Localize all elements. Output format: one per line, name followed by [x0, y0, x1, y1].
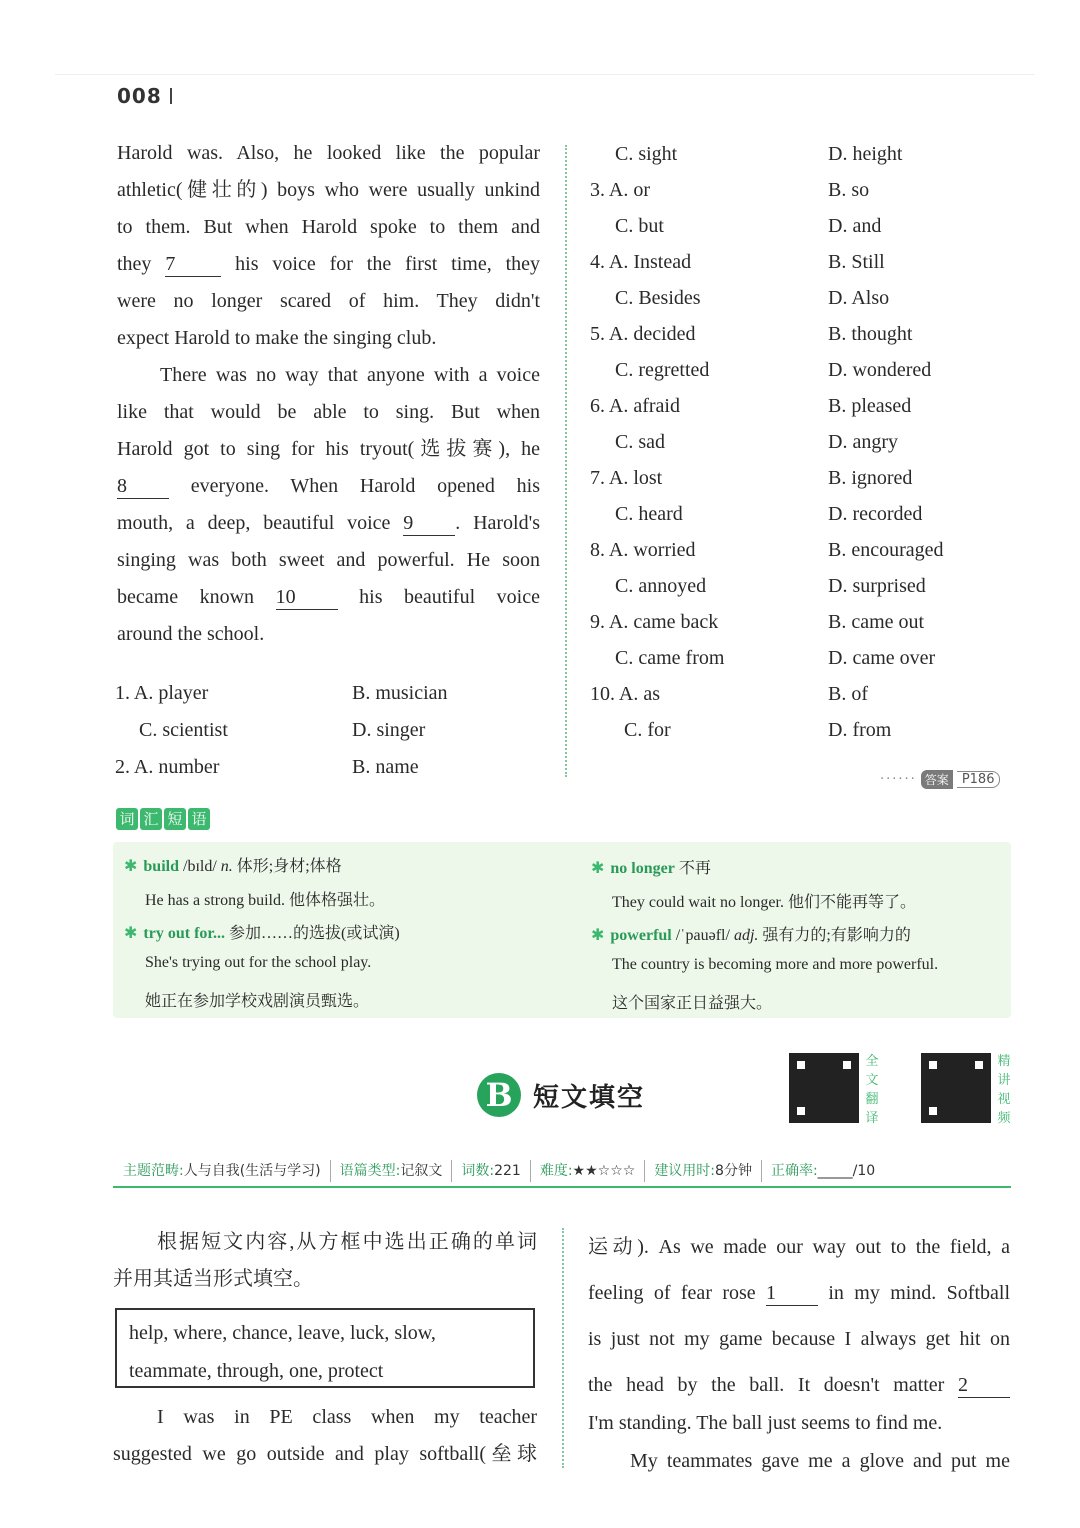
meaning: 不再 — [674, 860, 711, 877]
answer-tag: 答案 — [921, 770, 953, 789]
meaning: 体形;身材;体格 — [232, 858, 342, 875]
bullet-star-icon: ✱ — [124, 925, 138, 942]
passage-line — [588, 1270, 1010, 1316]
answer-reference[interactable] — [880, 770, 1000, 789]
headword: powerful — [610, 927, 672, 944]
instructions — [113, 1224, 537, 1298]
section-letter-badge: B — [477, 1073, 521, 1117]
word-bank-line: help, where, chance, leave, luck, slow, — [129, 1322, 436, 1344]
passage-line: around the school. — [117, 623, 265, 645]
passage-line — [117, 246, 540, 283]
info-value: _____/10 — [817, 1163, 876, 1179]
info-value: 人与自我(生活与学习) — [183, 1163, 321, 1179]
meaning: 强有力的;有影响力的 — [758, 927, 911, 944]
passage-line: Harold got to sing for his tryout(选拔赛), he — [117, 438, 540, 460]
vocab-try-out — [124, 920, 400, 943]
option-8a[interactable]: 8. A. worried — [590, 539, 696, 561]
vocab-try-out-example-en: She's trying out for the school play. — [145, 954, 372, 971]
qr-label-char: 翻 — [865, 1092, 879, 1107]
bullet-star-icon: ✱ — [124, 858, 138, 875]
info-theme — [113, 1160, 331, 1182]
qr-label-char: 译 — [865, 1111, 879, 1126]
option-7a[interactable]: 7. A. lost — [590, 467, 663, 489]
passage-a — [117, 135, 540, 653]
passage-line: suggested we go outside and play softball(垒球 — [113, 1443, 537, 1465]
qr-code-icon[interactable] — [789, 1053, 859, 1123]
option-6d[interactable]: D. angry — [828, 431, 898, 453]
option-1d[interactable]: D. singer — [352, 719, 426, 741]
bullet-star-icon: ✱ — [591, 860, 605, 877]
vocab-no-longer — [591, 855, 711, 878]
section-title: 短文填空 — [533, 1082, 646, 1113]
headword: build — [143, 858, 179, 875]
option-9b[interactable]: B. came out — [828, 611, 925, 633]
text-run: . Harold's — [455, 512, 540, 534]
option-8d[interactable]: D. surprised — [828, 575, 926, 597]
passage-line: singing was both sweet and powerful. He soon — [117, 549, 540, 571]
passage-line: were no longer scared of him. They didn't — [117, 290, 540, 312]
vocab-powerful-example-en: The country is becoming more and more powerful. — [612, 956, 939, 973]
option-1a[interactable]: 1. A. player — [115, 682, 209, 704]
text-run: mouth, a deep, beautiful voice — [117, 512, 404, 534]
passage-line: There was no way that anyone with a voice — [160, 364, 540, 386]
passage-b-right — [588, 1224, 1010, 1476]
info-accuracy — [762, 1160, 884, 1182]
passage-line — [117, 505, 540, 542]
option-10d[interactable]: D. from — [828, 719, 892, 741]
qr-label-char: 讲 — [997, 1073, 1011, 1088]
qr-label-char: 全 — [865, 1054, 879, 1069]
part-of-speech: adj. — [733, 927, 759, 944]
option-4b[interactable]: B. Still — [828, 251, 885, 273]
vocab-build-example — [145, 887, 385, 910]
info-key: 主题范畴: — [123, 1163, 184, 1179]
passage-line: My teammates gave me a glove and put me — [630, 1450, 1010, 1472]
option-3c[interactable]: C. but — [615, 215, 664, 237]
info-difficulty — [531, 1160, 645, 1182]
qr-label-video — [996, 1052, 1012, 1128]
instruction-line: 并用其适当形式填空。 — [113, 1268, 313, 1290]
passage-line — [588, 1362, 1010, 1400]
option-3d[interactable]: D. and — [828, 215, 882, 237]
vocab-try-out-example-cn: 她正在参加学校戏剧演员甄选。 — [145, 993, 370, 1010]
passage-info-bar — [113, 1156, 1011, 1188]
info-value: 221 — [494, 1163, 521, 1179]
vocab-build — [124, 853, 342, 876]
passage-line: 运动). As we made our way out to the field, a — [588, 1236, 1010, 1258]
passage-line: like that would be able to sing. But when — [117, 401, 540, 423]
info-word-count — [452, 1160, 530, 1182]
info-value: 记叙文 — [400, 1163, 443, 1179]
vocab-powerful — [591, 922, 911, 945]
passage-line: I'm standing. The ball just seems to find me. — [588, 1412, 943, 1434]
example-en: He has a strong build. — [145, 892, 285, 909]
blank-8[interactable]: 8 — [117, 474, 169, 499]
vocab-header-char: 词 — [116, 808, 138, 830]
option-2a[interactable]: 2. A. number — [115, 756, 220, 778]
text-run: they — [117, 253, 166, 275]
info-key: 建议用时: — [654, 1163, 716, 1179]
phonetic: /ˈpauəfl/ — [671, 927, 734, 944]
word-bank-box — [115, 1308, 535, 1388]
option-5c[interactable]: C. regretted — [615, 359, 710, 381]
info-key: 语篇类型: — [339, 1163, 401, 1179]
option-5d[interactable]: D. wondered — [828, 359, 932, 381]
vocab-header-char: 汇 — [140, 808, 162, 830]
passage-line — [117, 579, 540, 616]
option-3a[interactable]: 3. A. or — [590, 179, 650, 201]
blank-2[interactable]: 2 — [958, 1373, 1010, 1398]
section-b-heading — [477, 1073, 645, 1117]
info-key: 难度: — [539, 1163, 573, 1179]
option-10c[interactable]: C. for — [624, 719, 671, 741]
qr-code-icon[interactable] — [921, 1053, 991, 1123]
headword: try out for... — [143, 925, 226, 942]
example-cn: 他体格强壮。 — [284, 892, 385, 909]
info-value: ★★☆☆☆ — [572, 1163, 636, 1179]
text-run: his voice for the first time, they — [221, 253, 540, 275]
option-6c[interactable]: C. sad — [615, 431, 665, 453]
info-genre — [331, 1160, 453, 1182]
option-9d[interactable]: D. came over — [828, 647, 936, 669]
qr-label-char: 文 — [865, 1073, 879, 1088]
blank-1[interactable]: 1 — [766, 1281, 818, 1306]
option-7d[interactable]: D. recorded — [828, 503, 923, 525]
blank-7[interactable]: 7 — [165, 252, 221, 277]
column-divider — [562, 1228, 564, 1468]
info-time — [645, 1160, 762, 1182]
option-1c[interactable]: C. scientist — [139, 719, 228, 741]
text-run: everyone. When Harold opened his — [169, 475, 540, 497]
option-8b[interactable]: B. encouraged — [828, 539, 944, 561]
word-bank-line: teammate, through, one, protect — [129, 1360, 384, 1382]
option-9a[interactable]: 9. A. came back — [590, 611, 719, 633]
option-7c[interactable]: C. heard — [615, 503, 683, 525]
text-run: the head by the ball. It doesn't matter — [588, 1374, 958, 1396]
option-9c[interactable]: C. came from — [615, 647, 725, 669]
passage-line: I was in PE class when my teacher — [157, 1406, 537, 1428]
column-divider — [565, 145, 567, 777]
phonetic: /bɪld/ — [179, 858, 221, 875]
option-8c[interactable]: C. annoyed — [615, 575, 707, 597]
leader-dots: ······ — [880, 772, 917, 787]
blank-10[interactable]: 10 — [276, 585, 338, 610]
vocab-header — [116, 808, 210, 830]
qr-label-char: 精 — [997, 1054, 1011, 1069]
text-run: his beautiful voice — [337, 586, 540, 608]
bullet-star-icon: ✱ — [591, 927, 605, 944]
vocab-header-char: 语 — [188, 808, 210, 830]
meaning: 参加……的选拔(或试演) — [225, 925, 400, 942]
passage-line: to them. But when Harold spoke to them and — [117, 216, 540, 238]
blank-9[interactable]: 9 — [403, 511, 455, 536]
option-6b[interactable]: B. pleased — [828, 395, 912, 417]
option-1b[interactable]: B. musician — [352, 682, 448, 704]
passage-line: Harold was. Also, he looked like the popular — [117, 142, 540, 164]
page-number: 008 — [117, 84, 162, 108]
part-of-speech: n. — [220, 858, 233, 875]
option-4a[interactable]: 4. A. Instead — [590, 251, 692, 273]
text-run: became known — [117, 586, 276, 608]
passage-b-left — [113, 1399, 537, 1473]
info-value: 8分钟 — [715, 1163, 752, 1179]
text-run: in my mind. Softball — [818, 1282, 1010, 1304]
example-cn: 他们不能再等了。 — [783, 894, 916, 911]
option-6a[interactable]: 6. A. afraid — [590, 395, 680, 417]
option-4d[interactable]: D. Also — [828, 287, 890, 309]
qr-label-char: 频 — [997, 1111, 1011, 1126]
option-4c[interactable]: C. Besides — [615, 287, 701, 309]
info-key: 词数: — [461, 1163, 495, 1179]
option-2c[interactable]: C. sight — [615, 143, 678, 165]
headword: no longer — [610, 860, 675, 877]
passage-line: athletic(健壮的) boys who were usually unkind — [117, 179, 540, 201]
option-10b[interactable]: B. of — [828, 683, 868, 705]
vocab-no-longer-example — [612, 889, 916, 912]
option-2d[interactable]: D. height — [828, 143, 903, 165]
text-run: feeling of fear rose — [588, 1282, 767, 1304]
example-en: They could wait no longer. — [612, 894, 784, 911]
option-10a[interactable]: 10. A. as — [590, 683, 660, 705]
passage-line: is just not my game because I always get hit on — [588, 1328, 1010, 1350]
option-5b[interactable]: B. thought — [828, 323, 913, 345]
option-2b[interactable]: B. name — [352, 756, 419, 778]
vocab-header-char: 短 — [164, 808, 186, 830]
top-rule — [55, 74, 1035, 75]
answer-page: P186 — [957, 771, 1001, 788]
instruction-line: 根据短文内容,从方框中选出正确的单词 — [157, 1231, 537, 1253]
option-5a[interactable]: 5. A. decided — [590, 323, 696, 345]
option-3b[interactable]: B. so — [828, 179, 870, 201]
option-7b[interactable]: B. ignored — [828, 467, 913, 489]
qr-label-char: 视 — [997, 1092, 1011, 1107]
vocab-powerful-example-cn: 这个国家正日益强大。 — [612, 995, 773, 1012]
info-key: 正确率: — [770, 1163, 818, 1179]
qr-label-translation — [864, 1052, 880, 1128]
passage-line: expect Harold to make the singing club. — [117, 327, 437, 349]
page-number-divider — [170, 88, 172, 104]
passage-line — [117, 468, 540, 505]
